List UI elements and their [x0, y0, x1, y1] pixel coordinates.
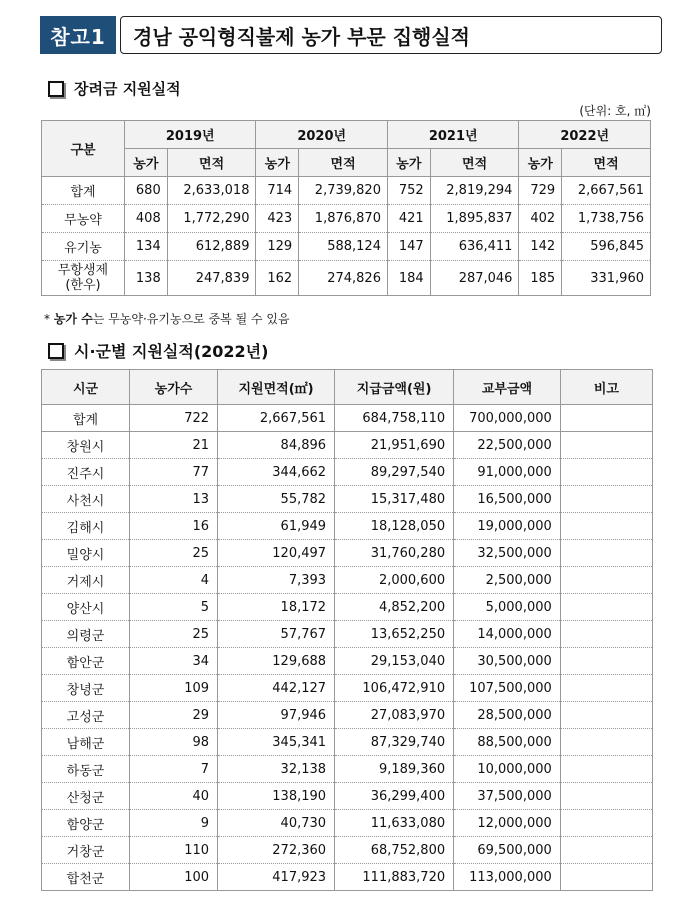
- table-cell: 142: [519, 233, 562, 261]
- column-header: 교부금액: [454, 370, 561, 405]
- table-cell: 13,652,250: [335, 621, 454, 648]
- table-cell: 97,946: [218, 702, 335, 729]
- table-cell: 423: [256, 205, 299, 233]
- table-row: [42, 702, 653, 729]
- table-cell: 88,500,000: [454, 729, 561, 756]
- table-cell: 18,172: [218, 594, 335, 621]
- table-cell: 5: [130, 594, 218, 621]
- table-cell: 107,500,000: [454, 675, 561, 702]
- table-row: [42, 233, 651, 261]
- region-name: 하동군: [42, 756, 130, 783]
- table-cell: 7,393: [218, 567, 335, 594]
- table-cell: 84,896: [218, 432, 335, 459]
- table-row: [42, 675, 653, 702]
- table-cell: 714: [256, 177, 299, 205]
- subsidy-table: [41, 120, 651, 296]
- table-cell: 15,317,480: [335, 486, 454, 513]
- checkbox-square-icon: [48, 343, 64, 359]
- table-cell: 91,000,000: [454, 459, 561, 486]
- table-cell: 345,341: [218, 729, 335, 756]
- table-cell: [560, 486, 652, 513]
- table-cell: 1,738,756: [562, 205, 651, 233]
- table-cell: 22,500,000: [454, 432, 561, 459]
- table-cell: [560, 648, 652, 675]
- table-cell: 2,667,561: [218, 405, 335, 432]
- table-cell: 113,000,000: [454, 864, 561, 891]
- table-cell: 32,500,000: [454, 540, 561, 567]
- table-row: [42, 729, 653, 756]
- unit-label: (단위: 호, ㎡): [579, 104, 651, 118]
- table-row: [42, 783, 653, 810]
- table-cell: 1,895,837: [430, 205, 519, 233]
- table-cell: 134: [125, 233, 168, 261]
- table-cell: 752: [387, 177, 430, 205]
- table-row: [42, 540, 653, 567]
- table-cell: 77: [130, 459, 218, 486]
- table-cell: 138: [125, 261, 168, 296]
- table-cell: 287,046: [430, 261, 519, 296]
- table-cell: 16,500,000: [454, 486, 561, 513]
- row-label: 무농약: [42, 205, 125, 233]
- table-cell: 87,329,740: [335, 729, 454, 756]
- table-cell: 184: [387, 261, 430, 296]
- region-name: 산청군: [42, 783, 130, 810]
- table-cell: 36,299,400: [335, 783, 454, 810]
- section2-title: 시·군별 지원실적(2022년): [74, 342, 269, 361]
- region-name: 함양군: [42, 810, 130, 837]
- region-name: 양산시: [42, 594, 130, 621]
- table-cell: 729: [519, 177, 562, 205]
- table-cell: 274,826: [299, 261, 388, 296]
- region-name: 거창군: [42, 837, 130, 864]
- table-cell: 89,297,540: [335, 459, 454, 486]
- table-cell: [560, 621, 652, 648]
- table-cell: 12,000,000: [454, 810, 561, 837]
- section1-title: 장려금 지원실적: [74, 80, 181, 98]
- region-name: 합계: [42, 405, 130, 432]
- section1-heading: [48, 78, 181, 99]
- table-cell: [560, 756, 652, 783]
- table-cell: 1,876,870: [299, 205, 388, 233]
- table-row: [42, 837, 653, 864]
- table-cell: 421: [387, 205, 430, 233]
- table-cell: 700,000,000: [454, 405, 561, 432]
- table-cell: 5,000,000: [454, 594, 561, 621]
- table-cell: 272,360: [218, 837, 335, 864]
- region-table: [41, 369, 653, 891]
- region-name: 창녕군: [42, 675, 130, 702]
- table-cell: 2,633,018: [167, 177, 256, 205]
- year-header: 2021년: [387, 121, 518, 149]
- table-cell: 9: [130, 810, 218, 837]
- sub-header: 농가: [519, 149, 562, 177]
- table-row: [42, 864, 653, 891]
- table-cell: 28,500,000: [454, 702, 561, 729]
- table-cell: 32,138: [218, 756, 335, 783]
- table-cell: 2,000,600: [335, 567, 454, 594]
- table-cell: 2,667,561: [562, 177, 651, 205]
- table-cell: 19,000,000: [454, 513, 561, 540]
- region-name: 고성군: [42, 702, 130, 729]
- table-cell: 27,083,970: [335, 702, 454, 729]
- row-label: 유기농: [42, 233, 125, 261]
- checkbox-square-icon: [48, 81, 64, 97]
- sub-header: 면적: [562, 149, 651, 177]
- table-cell: 111,883,720: [335, 864, 454, 891]
- table-cell: 55,782: [218, 486, 335, 513]
- footnote-text: 는 무농약·유기농으로 중복 될 수 있음: [92, 312, 290, 326]
- region-name: 의령군: [42, 621, 130, 648]
- column-header: 지원면적(㎡): [218, 370, 335, 405]
- table-cell: 417,923: [218, 864, 335, 891]
- year-header: 2020년: [256, 121, 387, 149]
- table-cell: [560, 567, 652, 594]
- table-cell: 40: [130, 783, 218, 810]
- table-cell: 13: [130, 486, 218, 513]
- table-cell: 129: [256, 233, 299, 261]
- table-cell: 31,760,280: [335, 540, 454, 567]
- table-cell: 11,633,080: [335, 810, 454, 837]
- region-name: 남해군: [42, 729, 130, 756]
- section2-heading: [48, 339, 268, 362]
- sub-header: 농가: [387, 149, 430, 177]
- region-name: 밀양시: [42, 540, 130, 567]
- year-header: 2019년: [125, 121, 256, 149]
- row-label: [42, 261, 125, 296]
- table-cell: 7: [130, 756, 218, 783]
- table-row: [42, 177, 651, 205]
- table-cell: [560, 405, 652, 432]
- table-cell: 1,772,290: [167, 205, 256, 233]
- region-name: 진주시: [42, 459, 130, 486]
- table-cell: 129,688: [218, 648, 335, 675]
- table-cell: 14,000,000: [454, 621, 561, 648]
- sub-header: 면적: [299, 149, 388, 177]
- table-cell: 29,153,040: [335, 648, 454, 675]
- table-cell: 331,960: [562, 261, 651, 296]
- table-cell: 442,127: [218, 675, 335, 702]
- table-cell: 636,411: [430, 233, 519, 261]
- year-header: 2022년: [519, 121, 651, 149]
- table-row: [42, 756, 653, 783]
- table-cell: [560, 594, 652, 621]
- table-cell: 588,124: [299, 233, 388, 261]
- sub-header: 면적: [167, 149, 256, 177]
- table-cell: [560, 810, 652, 837]
- table-cell: 98: [130, 729, 218, 756]
- page-title: 경남 공익형직불제 농가 부문 집행실적: [120, 16, 662, 54]
- table-cell: [560, 513, 652, 540]
- table-cell: 722: [130, 405, 218, 432]
- table-cell: 109: [130, 675, 218, 702]
- table-cell: [560, 432, 652, 459]
- table-cell: 30,500,000: [454, 648, 561, 675]
- table-row: [42, 432, 653, 459]
- footnote-bullet: *: [44, 312, 50, 326]
- row-label-line: (한우): [65, 278, 101, 293]
- table-cell: 16: [130, 513, 218, 540]
- table-cell: 25: [130, 621, 218, 648]
- table-cell: [560, 729, 652, 756]
- column-header: 비고: [560, 370, 652, 405]
- sub-header: 면적: [430, 149, 519, 177]
- table-cell: 100: [130, 864, 218, 891]
- table-cell: [560, 864, 652, 891]
- table-cell: [560, 459, 652, 486]
- footnote-bold: 농가 수: [53, 312, 93, 326]
- column-header: 지급금액(원): [335, 370, 454, 405]
- table-cell: 612,889: [167, 233, 256, 261]
- table-cell: 162: [256, 261, 299, 296]
- table-cell: 684,758,110: [335, 405, 454, 432]
- footnote: [44, 310, 290, 327]
- table-cell: 57,767: [218, 621, 335, 648]
- table-cell: 29: [130, 702, 218, 729]
- table-cell: 147: [387, 233, 430, 261]
- table-row: [42, 648, 653, 675]
- table-cell: 2,819,294: [430, 177, 519, 205]
- region-name: 창원시: [42, 432, 130, 459]
- region-name: 합천군: [42, 864, 130, 891]
- table-row: [42, 405, 653, 432]
- table-row: [42, 486, 653, 513]
- table-cell: 185: [519, 261, 562, 296]
- table-cell: 120,497: [218, 540, 335, 567]
- table-row: [42, 621, 653, 648]
- table-cell: 9,189,360: [335, 756, 454, 783]
- table-row: [42, 459, 653, 486]
- table-cell: 2,500,000: [454, 567, 561, 594]
- table-row: [42, 513, 653, 540]
- table-cell: 106,472,910: [335, 675, 454, 702]
- table-cell: 34: [130, 648, 218, 675]
- table-cell: 18,128,050: [335, 513, 454, 540]
- table-cell: [560, 783, 652, 810]
- table-cell: 680: [125, 177, 168, 205]
- table-cell: 596,845: [562, 233, 651, 261]
- row-label-line: 무항생제: [57, 263, 109, 278]
- table-cell: 25: [130, 540, 218, 567]
- region-name: 김해시: [42, 513, 130, 540]
- table-cell: [560, 675, 652, 702]
- table-cell: 40,730: [218, 810, 335, 837]
- table-row: [42, 594, 653, 621]
- table-cell: 68,752,800: [335, 837, 454, 864]
- row-label: 합계: [42, 177, 125, 205]
- table-row: [42, 810, 653, 837]
- table-cell: 408: [125, 205, 168, 233]
- table-cell: 4: [130, 567, 218, 594]
- table-cell: [560, 702, 652, 729]
- table-cell: 110: [130, 837, 218, 864]
- column-header: 농가수: [130, 370, 218, 405]
- table-row: [42, 205, 651, 233]
- table-cell: 344,662: [218, 459, 335, 486]
- sub-header: 농가: [256, 149, 299, 177]
- table-cell: 61,949: [218, 513, 335, 540]
- table-cell: 402: [519, 205, 562, 233]
- region-name: 거제시: [42, 567, 130, 594]
- table-cell: 4,852,200: [335, 594, 454, 621]
- table-cell: 138,190: [218, 783, 335, 810]
- column-header: 시군: [42, 370, 130, 405]
- table-cell: 21,951,690: [335, 432, 454, 459]
- region-name: 함안군: [42, 648, 130, 675]
- table-cell: 247,839: [167, 261, 256, 296]
- table-cell: [560, 837, 652, 864]
- col-group-header: 구분: [42, 121, 125, 177]
- table-cell: [560, 540, 652, 567]
- table-row: [42, 567, 653, 594]
- table-cell: 37,500,000: [454, 783, 561, 810]
- region-name: 사천시: [42, 486, 130, 513]
- table-cell: 2,739,820: [299, 177, 388, 205]
- reference-tag: 참고1: [40, 16, 116, 54]
- table-row: [42, 261, 651, 296]
- table-cell: 21: [130, 432, 218, 459]
- sub-header: 농가: [125, 149, 168, 177]
- table-cell: 10,000,000: [454, 756, 561, 783]
- table-cell: 69,500,000: [454, 837, 561, 864]
